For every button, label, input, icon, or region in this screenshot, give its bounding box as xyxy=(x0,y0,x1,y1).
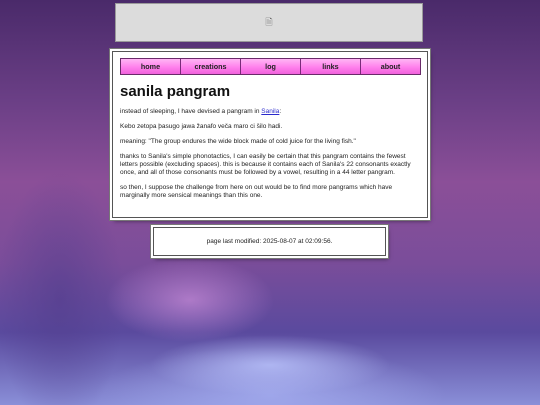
main-panel xyxy=(112,51,428,218)
nav-about-button[interactable]: about xyxy=(361,59,420,74)
nav-bar xyxy=(120,58,421,75)
article-body xyxy=(120,108,420,207)
meaning-paragraph: meaning: "The group endures the wide block made of cold juice for the living fish." xyxy=(120,138,356,145)
nav-log-button[interactable]: log xyxy=(241,59,301,74)
intro-colon: : xyxy=(279,108,282,115)
nav-links-button[interactable]: links xyxy=(301,59,361,74)
banner-image xyxy=(115,3,423,42)
pangram-paragraph: Kebo zetopa þasugo jawa žanafo veča maro ci šilo hadi. xyxy=(120,123,283,130)
broken-image-icon: 🗎 xyxy=(265,17,273,28)
explanation-paragraph: thanks to Sanila's simple phonotactics, I can easily be certain that this pangram contains the fewest letters possible (excluding spaces). this is because it contains each of Sanila's 22 consonants exactly once, and all of those consonants must be followed by a vowel, resulting in a 44 letter pangram. xyxy=(120,153,411,176)
nav-home-button[interactable]: home xyxy=(121,59,181,74)
sanila-link[interactable]: Sanila xyxy=(261,108,280,115)
page-title: sanila pangram xyxy=(120,83,231,100)
intro-paragraph xyxy=(120,108,420,116)
closing-paragraph: so then, I suppose the challenge from here on out would be to find more pangrams which have marginally more sensical meanings than this one. xyxy=(120,184,393,199)
last-modified-text: page last modified: 2025-08-07 at 02:09:56. xyxy=(206,238,333,245)
footer-panel xyxy=(153,227,386,256)
nav-creations-button[interactable]: creations xyxy=(181,59,241,74)
intro-text: instead of sleeping, I have devised a pangram in xyxy=(120,108,262,115)
